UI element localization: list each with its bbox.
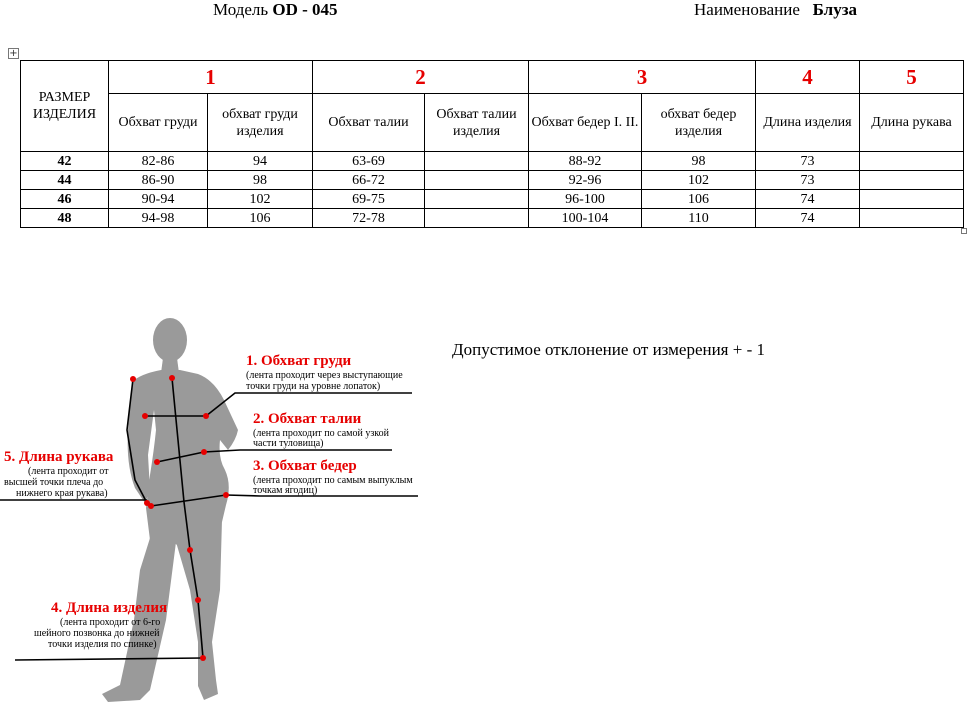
group-number-5: 5	[860, 61, 964, 94]
table-cell: 110	[642, 209, 756, 228]
table-cell: 82-86	[109, 152, 208, 171]
group-number-4: 4	[756, 61, 860, 94]
table-cell: 66-72	[313, 171, 425, 190]
table-cell: 102	[208, 190, 313, 209]
table-cell	[860, 171, 964, 190]
sleeve-desc-line-3: нижнего края рукава)	[16, 488, 108, 499]
chest-label: 1. Обхват груди	[246, 353, 352, 369]
table-cell	[860, 190, 964, 209]
tolerance-note: Допустимое отклонение от измерения + - 1	[452, 340, 765, 359]
waist-header: Обхват талии	[313, 94, 425, 152]
waist-desc-line-2: части туловища)	[253, 438, 324, 449]
table-cell: 96-100	[529, 190, 642, 209]
sleeve-desc-line-2: высшей точки плеча до	[4, 477, 104, 488]
length-desc-line-1: (лента проходит от 6-го	[60, 617, 161, 628]
product-name-header	[694, 0, 857, 20]
sleeve-length-header: Длина рукава	[860, 94, 964, 152]
length-pointer-line	[15, 658, 203, 660]
length-label: 4. Длина изделия	[51, 600, 168, 616]
table-cell: 106	[208, 209, 313, 228]
sleeve-desc-line-1: (лента проходит от	[28, 466, 109, 477]
model-code: OD - 045	[272, 0, 338, 19]
length-desc-line-3: точки изделия по спинке)	[48, 639, 157, 650]
name-value: Блуза	[812, 0, 858, 19]
table-resize-handle-icon[interactable]	[961, 228, 967, 234]
group-number-3: 3	[529, 61, 756, 94]
sleeve-label: 5. Длина рукава	[4, 449, 114, 465]
hips-label: 3. Обхват бедер	[253, 458, 357, 474]
table-move-handle-icon[interactable]: +	[9, 48, 18, 59]
garment-length-header: Длина изделия	[756, 94, 860, 152]
table-row	[21, 190, 964, 209]
size-cell: 48	[21, 209, 109, 228]
table-cell	[425, 152, 529, 171]
table-cell: 100-104	[529, 209, 642, 228]
table-cell: 98	[642, 152, 756, 171]
table-cell: 92-96	[529, 171, 642, 190]
table-cell: 94-98	[109, 209, 208, 228]
size-column-header: РАЗМЕР ИЗДЕЛИЯ	[21, 61, 109, 152]
group-number-1: 1	[109, 61, 313, 94]
chest-header: Обхват груди	[109, 94, 208, 152]
table-cell: 106	[642, 190, 756, 209]
size-cell: 46	[21, 190, 109, 209]
table-cell: 74	[756, 190, 860, 209]
table-cell: 88-92	[529, 152, 642, 171]
table-cell	[425, 171, 529, 190]
waist-pointer-line	[204, 450, 392, 452]
chest-desc-line-1: (лента проходит через выступающие	[246, 370, 403, 381]
length-desc-line-2: шейного позвонка до нижней	[34, 628, 160, 639]
table-cell: 73	[756, 171, 860, 190]
table-cell	[425, 190, 529, 209]
hips-desc-line-2: точкам ягодиц)	[253, 485, 318, 496]
waist-label: 2. Обхват талии	[253, 411, 362, 427]
name-label: Наименование	[694, 0, 800, 19]
table-cell: 86-90	[109, 171, 208, 190]
table-cell	[425, 209, 529, 228]
garment-chest-header: обхват груди изделия	[208, 94, 313, 152]
size-cell: 44	[21, 171, 109, 190]
size-cell: 42	[21, 152, 109, 171]
table-cell: 90-94	[109, 190, 208, 209]
garment-hips-header: обхват бедер изделия	[642, 94, 756, 152]
table-cell: 74	[756, 209, 860, 228]
table-cell: 73	[756, 152, 860, 171]
model-header	[213, 0, 338, 20]
hips-desc-line-1: (лента проходит по самым выпуклым	[253, 475, 413, 486]
table-row	[21, 171, 964, 190]
table-cell: 102	[642, 171, 756, 190]
table-cell	[860, 152, 964, 171]
table-row	[21, 152, 964, 171]
chest-desc-line-2: точки груди на уровне лопаток)	[246, 381, 381, 392]
table-cell: 63-69	[313, 152, 425, 171]
table-cell: 94	[208, 152, 313, 171]
hips-header: Обхват бедер I. II.	[529, 94, 642, 152]
table-row	[21, 209, 964, 228]
table-cell: 69-75	[313, 190, 425, 209]
waist-desc-line-1: (лента проходит по самой узкой	[253, 428, 389, 439]
table-cell: 72-78	[313, 209, 425, 228]
group-number-2: 2	[313, 61, 529, 94]
table-cell	[860, 209, 964, 228]
table-cell: 98	[208, 171, 313, 190]
model-label: Модель	[213, 0, 269, 19]
size-table	[20, 60, 964, 228]
garment-waist-header: Обхват талии изделия	[425, 94, 529, 152]
measurement-figure	[0, 290, 470, 707]
